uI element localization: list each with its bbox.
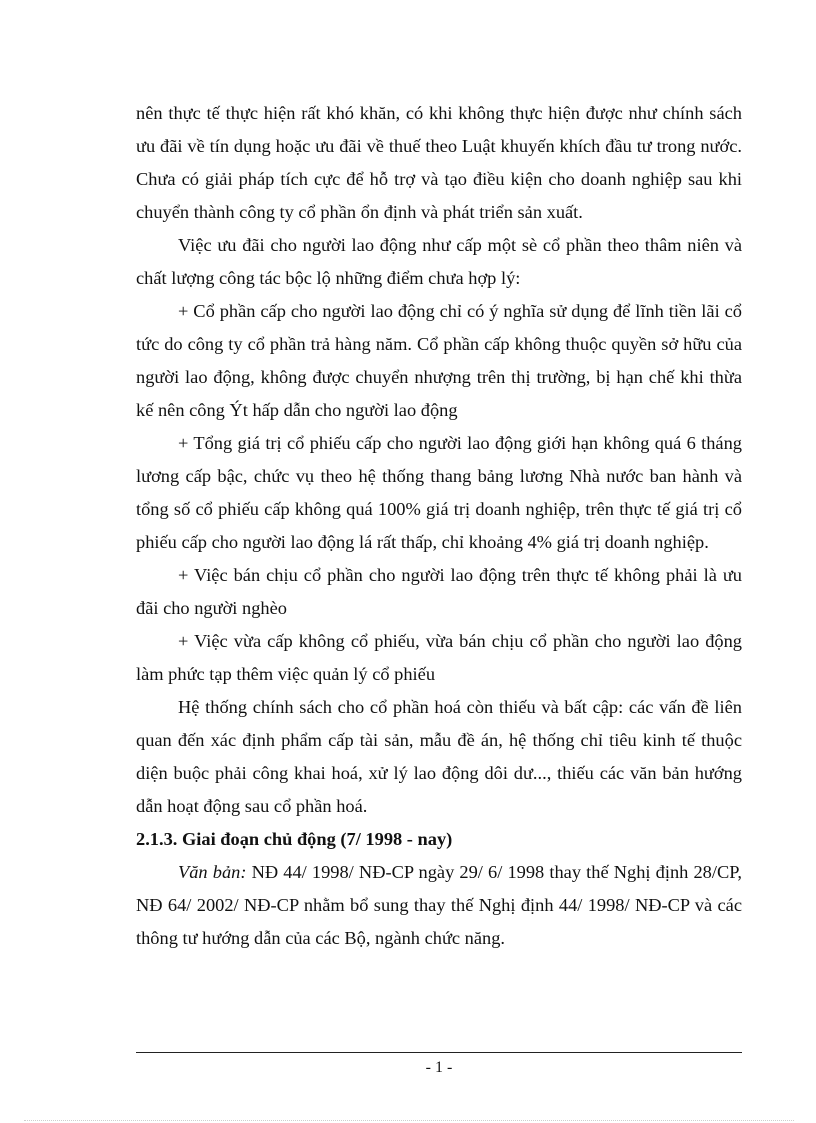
paragraph-incentives: Việc ưu đãi cho người lao động như cấp một sè cổ phần theo thâm niên và chất lượng công tác bộc lộ những điểm chưa hợp lý: [136,235,742,288]
section-heading: 2.1.3. Giai đoạn chủ động (7/ 1998 - nay) [136,829,453,849]
paragraph-bullet-management: + Việc vừa cấp không cổ phiếu, vừa bán chịu cổ phần cho người lao động làm phức tạp thêm việc quản lý cổ phiếu [136,631,742,684]
page-bottom-edge [24,1120,794,1121]
page-number: - 1 - [425,1059,453,1076]
legal-documents-text: NĐ 44/ 1998/ NĐ-CP ngày 29/ 6/ 1998 thay thế Nghị định 28/CP, NĐ 64/ 2002/ NĐ-CP nhằm bổ sung thay thế Nghị định 44/ 1998/ NĐ-CP và các thông tư hướng dẫn của các Bộ, ngành chức năng. [136,862,743,948]
paragraph-bullet-share-value-limit: + Tổng giá trị cổ phiếu cấp cho người lao động giới hạn không quá 6 tháng lương cấp bậc, chức vụ theo hệ thống thang bảng lương Nhà nước ban hành và tổng số cổ phiếu cấp không quá 100% giá trị doanh nghiệp, trên thực tế giá trị cổ phiếu cấp cho người lao động lá rất thấp, chỉ khoảng 4% giá trị doanh nghiệp. [136,433,742,552]
paragraph-policy-gaps: Hệ thống chính sách cho cổ phần hoá còn thiếu và bất cập: các vấn đề liên quan đến xác định phẩm cấp tài sản, mẫu đề án, hệ thống chỉ tiêu kinh tế thuộc diện buộc phải công khai hoá, xử lý lao động dôi dư..., thiếu các văn bản hướng dẫn hoạt động sau cổ phần hoá. [136,697,742,816]
paragraph-continuation: nên thực tế thực hiện rất khó khăn, có khi không thực hiện được như chính sách ưu đãi về tín dụng hoặc ưu đãi về thuế theo Luật khuyến khích đầu tư trong nước. Chưa có giải pháp tích cực để hỗ trợ và tạo điều kiện cho doanh nghiệp sau khi chuyển thành công ty cổ phần ổn định và phát triển sản xuất. [136,103,742,222]
paragraph-bullet-shares-granted: + Cổ phần cấp cho người lao động chỉ có ý nghĩa sử dụng để lĩnh tiền lãi cổ tức do công ty cổ phần trả hàng năm. Cổ phần cấp không thuộc quyền sở hữu của người lao động, không được chuyển nhượng trên thị trường, bị hạn chế khi thừa kế nên công Ýt hấp dẫn cho người lao động [136,301,742,420]
footer-divider [136,1052,742,1053]
paragraph-bullet-credit-sale: + Việc bán chịu cổ phần cho người lao động trên thực tế không phải là ưu đãi cho người nghèo [136,565,742,618]
document-body [136,97,742,955]
paragraph-legal-documents [136,856,742,955]
legal-documents-label: Văn bản: [178,862,247,882]
